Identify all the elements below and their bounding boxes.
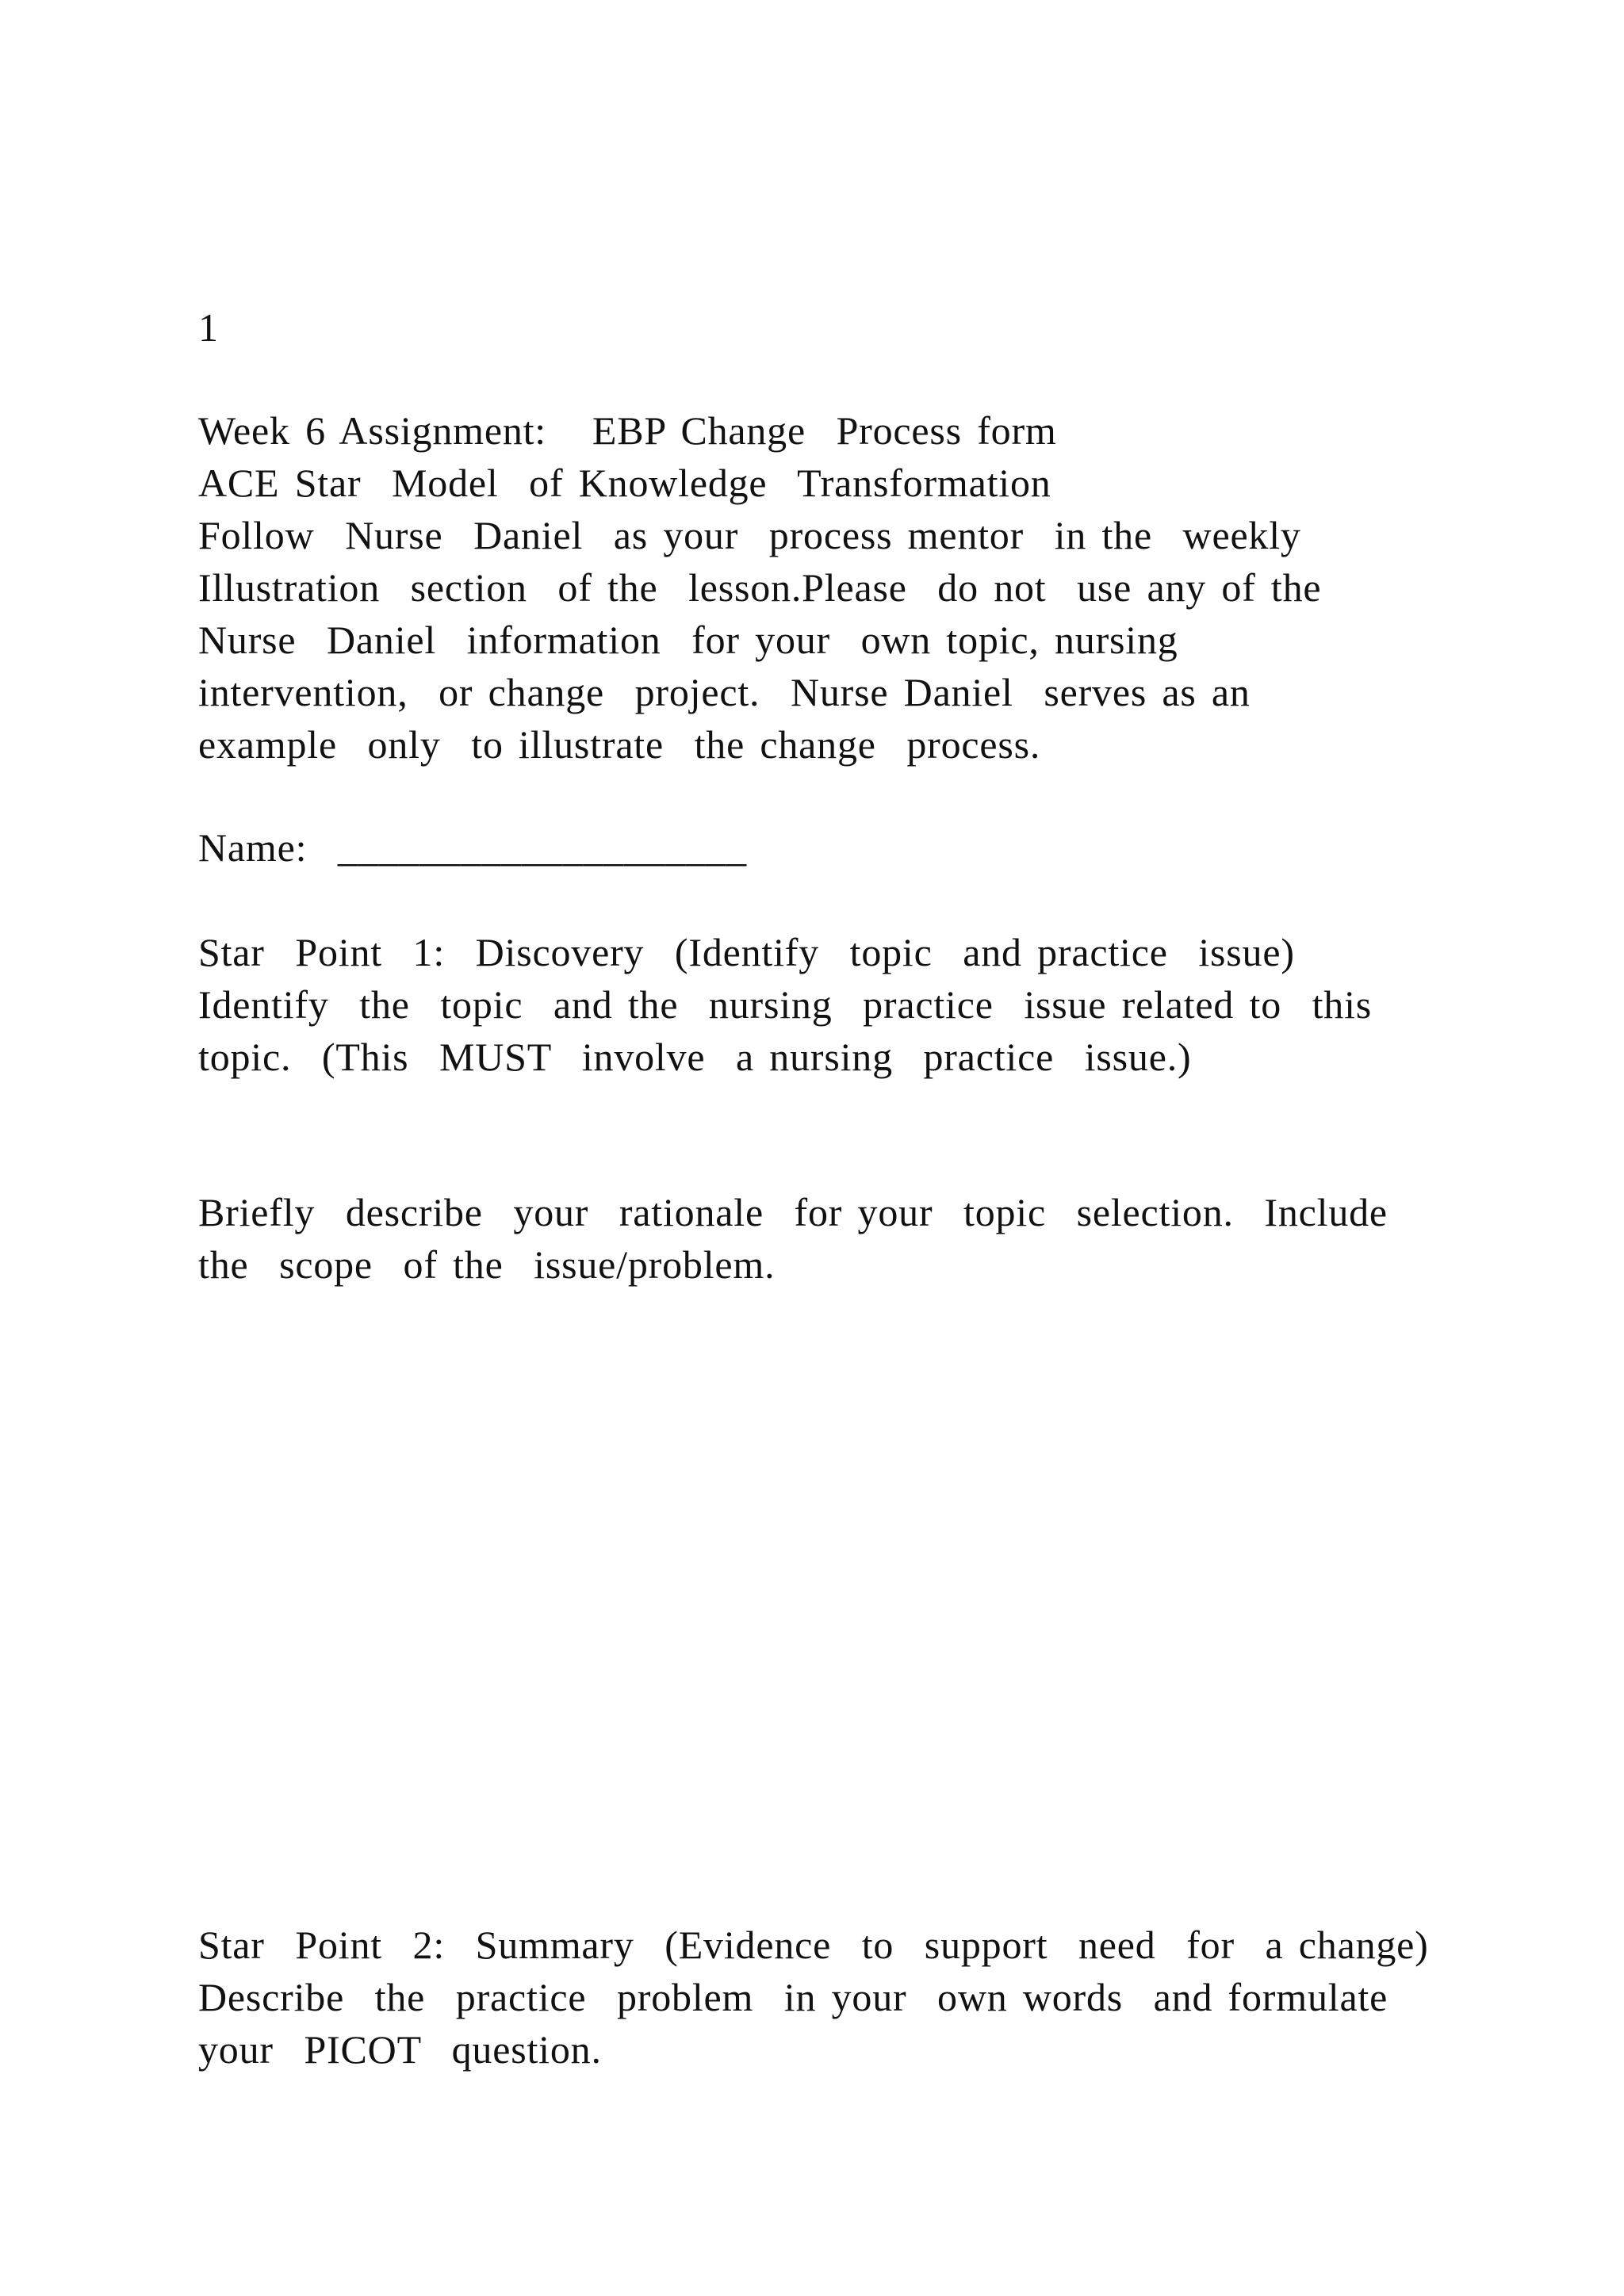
- star-point-1-line-3: topic. (This MUST involve a nursing practice issue.): [198, 1035, 1192, 1079]
- intro-line-4: intervention, or change project. Nurse Daniel serves as an: [198, 670, 1251, 714]
- star-point-2-line-3: your PICOT question.: [198, 2027, 602, 2072]
- page-number: 1: [198, 305, 219, 350]
- rationale-line-2: the scope of the issue/problem.: [198, 1242, 776, 1287]
- star-point-1-line-2: Identify the topic and the nursing practice issue related to this: [198, 982, 1373, 1027]
- intro-line-5: example only to illustrate the change process.: [198, 722, 1041, 767]
- model-subtitle: ACE Star Model of Knowledge Transformation: [198, 461, 1051, 505]
- star-point-2-heading: Star Point 2: Summary (Evidence to support need for a change): [198, 1923, 1429, 1967]
- assignment-title: Week 6 Assignment: EBP Change Process form: [198, 408, 1057, 453]
- star-point-1-heading: Star Point 1: Discovery (Identify topic and practice issue): [198, 930, 1295, 974]
- intro-line-2: Illustration section of the lesson.Please do not use any of the: [198, 565, 1322, 610]
- rationale-line-1: Briefly describe your rationale for your topic selection. Include: [198, 1190, 1388, 1234]
- intro-line-1: Follow Nurse Daniel as your process mentor in the weekly: [198, 513, 1301, 557]
- intro-line-3: Nurse Daniel information for your own topic, nursing: [198, 618, 1178, 662]
- star-point-2-line-2: Describe the practice problem in your own words and formulate: [198, 1975, 1388, 2019]
- name-field[interactable]: Name: ____________________: [198, 825, 747, 870]
